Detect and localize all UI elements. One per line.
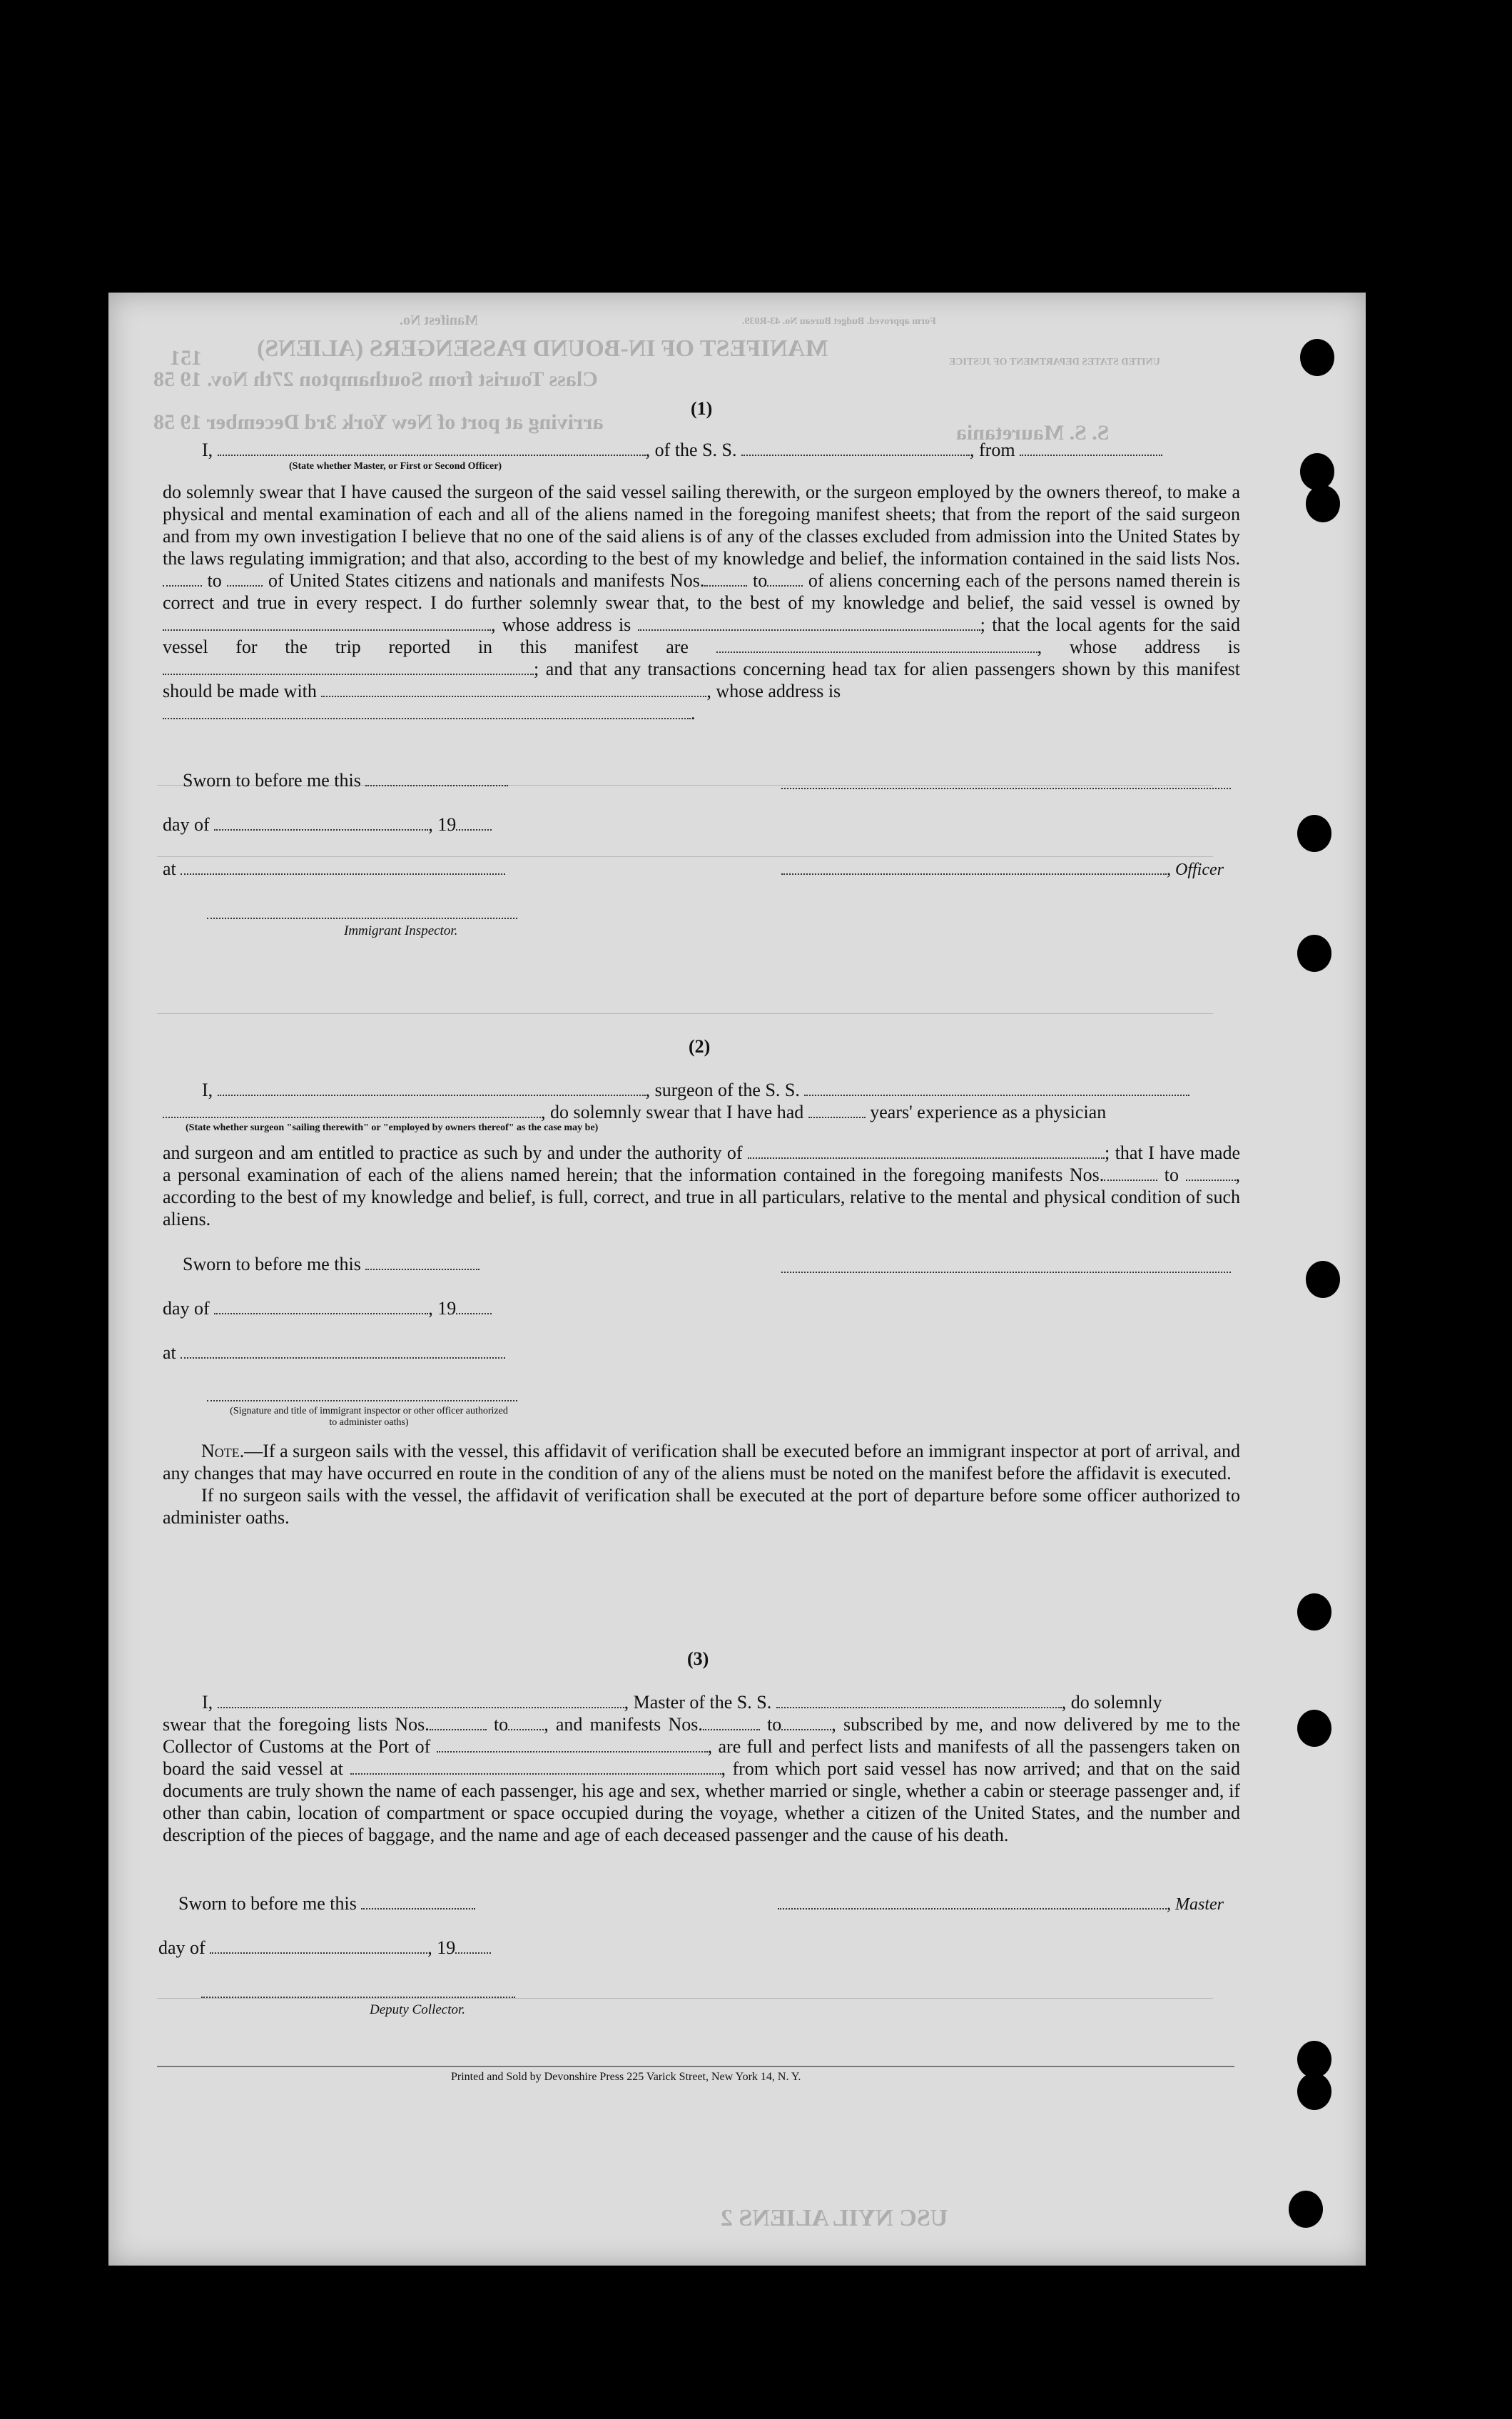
text: , according to the best of my knowledge and belief, is full, correct, and true in all particulars, relative to the mental and physical condition of such aliens. [163, 1165, 1240, 1229]
text: I, [202, 1080, 213, 1100]
manifests-from-field [1104, 1180, 1157, 1181]
master-label: , Master [1167, 1895, 1224, 1914]
punch-hole [1297, 2073, 1331, 2110]
text: at [163, 858, 176, 879]
surgeon-status-field [163, 1117, 541, 1118]
text: , do solemnly [1061, 1692, 1162, 1713]
text: manifests of all the passengers taken on board the said vessel at [163, 1736, 1241, 1779]
ghost-manifest-no: Manifest No. [400, 313, 478, 328]
punch-hole [1289, 2191, 1323, 2228]
text: and surgeon and am entitled to practice as such by and under the authority of [163, 1142, 743, 1163]
text: of United States citizens and nationals and manifests Nos. [268, 570, 705, 591]
inspector-signature-line [207, 918, 517, 919]
section-1-at [163, 858, 505, 880]
head-tax-address-field [163, 718, 691, 719]
text: Sworn to before me this [183, 770, 361, 791]
note-paragraph [163, 1440, 1240, 1528]
ghost-rule [157, 1998, 1213, 1999]
text: years' experience as a physician [870, 1102, 1107, 1122]
text: port said vessel has now arrived; and that on the said documents are truly shown the name of each passenger, his age and sex, whether married or single, whether a cabin or steerage passenger and, if other than cabin, location of compartment or space occupied during the voyage, whether a citizen of the United States, and the number and description of the pieces of baggage, and the name and age of each deceased passenger and the cause of his death. [163, 1758, 1241, 1845]
text: , do solemnly swear that I have had [541, 1102, 804, 1122]
sworn-date-field [361, 1908, 475, 1910]
sworn-date-field [365, 1269, 480, 1270]
text: I, [202, 440, 213, 460]
section-3-number: (3) [687, 1648, 709, 1669]
text: at [163, 1342, 176, 1363]
agents-address-field [163, 674, 534, 675]
text: to [493, 1714, 509, 1735]
text: that the local agents for the said vessel for the trip reported in this manifest are [163, 614, 1240, 657]
text: , from [970, 440, 1015, 460]
lists-to-field [227, 585, 263, 587]
inspector-label: Immigrant Inspector. [344, 923, 458, 938]
ghost-rule [157, 856, 1213, 857]
text: If no surgeon sails with the vessel, the affidavit of verification shall be executed at the port of departure before some officer authorized to administer oaths. [163, 1485, 1240, 1528]
at-field [181, 1357, 505, 1359]
year-field [456, 1313, 492, 1314]
text: , surgeon of the S. S. [645, 1080, 800, 1100]
text: , are full and perfect lists and [707, 1736, 932, 1757]
text: to [207, 570, 222, 591]
surgeon-ship-field [804, 1095, 1189, 1096]
section-2-paragraph: and surgeon and am entitled to practice as such by and under the authority of ; that I have made a personal examination of each of the aliens named herein; that the information contained in the foregoing manifests Nos. to , according to the best of my knowledge and belief, is full, correct, and true in all particulars, relative to the mental and physical condition of such aliens. [163, 1142, 1241, 1229]
manifests-to-field [1186, 1180, 1236, 1181]
text: I, [202, 1692, 213, 1713]
text: that I have made a personal examination of each of the aliens named herein; that the information contained in the foregoing manifests Nos. [163, 1142, 1241, 1185]
text: whose address is [1069, 637, 1240, 657]
ghost-rule [157, 1013, 1213, 1014]
lists-from-field [163, 585, 202, 587]
punch-hole [1300, 453, 1334, 490]
section-2-day [163, 1297, 492, 1319]
authority-field [748, 1157, 1105, 1159]
ghost-dept: UNITED STATES DEPARTMENT OF JUSTICE [949, 357, 1160, 367]
manifests-to-field [781, 1729, 831, 1730]
ship-name-field [776, 1707, 1062, 1708]
text: do solemnly swear that I have caused the surgeon of the said vessel sailing therewith, or the surgeon employed by the owners thereof, to make a physical and mental examination of each and all of the aliens named in the foregoing manifest sheets; that from the report of the said surgeon and from my own investigation I believe that no one of the said aliens is of any of the classes excluded from admission into the United States by the laws regulating immigration; and that also, according to the best of my knowledge and belief, the information contained in the said lists Nos. [163, 482, 1240, 569]
text: , whose address is [491, 614, 631, 635]
text: ; and that any transactions concerning head tax for alien passengers shown by this manifest should be made with [163, 659, 1240, 701]
text: , subscribed by me, and now [831, 1714, 1057, 1735]
section-1-line-1 [202, 439, 1162, 461]
manifests-from-field [704, 585, 747, 587]
section-3-sworn [178, 1892, 475, 1915]
punch-hole [1306, 1261, 1340, 1298]
section-2-line-2 [163, 1101, 1106, 1123]
section-1-paragraph: do solemnly swear that I have caused the surgeon of the said vessel sailing therewith, or the surgeon employed by the owners thereof, to make a physical and mental examination of each and all of the aliens named in the foregoing manifest sheets; that from the report of the said surgeon and from my own investigation I believe that no one of the said aliens is of any of the classes excluded from admission into the United States by the laws regulating immigration; and that also, according to the best of my knowledge and belief, the information contained in the said lists Nos. to of United States citizens and nationals and manifests Nos. to of aliens concerning each of the persons named therein is correct and true in every respect. I do further solemnly swear that, to the best of my knowledge and belief, the said vessel is owned by , whose address is ; that the local agents for the said vessel for the trip reported in this manifest are , whose address is ; and that any transactions concerning head tax for alien passengers shown by this manifest should be made with , whose address is . [163, 482, 1241, 724]
punch-hole [1300, 339, 1334, 376]
master-signature-field [778, 1908, 1167, 1910]
text: , whose address is [706, 681, 841, 701]
section-1-officer [781, 858, 1224, 881]
section-2-caption: (State whether surgeon "sailing therewith" or "employed by owners thereof" as the case may be) [186, 1122, 599, 1133]
ghost-arrival-line: arriving at port of New York 3rd December 19 58 [153, 410, 604, 434]
ghost-stamp: USC NYIL ALIENS 2 [721, 2205, 948, 2231]
years-field [808, 1117, 866, 1118]
punch-hole [1306, 485, 1340, 522]
punch-hole [1297, 1593, 1331, 1631]
text: delivered by me to the Collector of Customs at the Port of [163, 1714, 1241, 1757]
year-field [456, 829, 492, 831]
ghost-ship: S. S. Mauretania [956, 421, 1110, 445]
text: to [753, 570, 768, 591]
punch-hole [1297, 935, 1331, 972]
ship-name-field [741, 455, 970, 456]
master-name-field [218, 1707, 624, 1708]
year-field [455, 1952, 491, 1954]
inspector-signature-line [207, 1400, 517, 1401]
ghost-title: MANIFEST OF IN-BOUND PASSENGERS (ALIENS) [257, 335, 828, 362]
deputy-label: Deputy Collector. [370, 2002, 466, 2017]
deputy-signature-line [201, 1997, 515, 1998]
section-2-sworn [183, 1253, 480, 1275]
signature-caption: (Signature and title of immigrant inspector or other officer authorized to administer oaths) [230, 1406, 508, 1428]
surgeon-name-field [218, 1095, 646, 1096]
manifests-to-field [767, 585, 803, 587]
text: , and manifests Nos. [544, 1714, 703, 1735]
head-tax-field [321, 696, 706, 697]
manifests-from-field [703, 1729, 760, 1730]
section-3-day [158, 1937, 491, 1959]
section-3-master [778, 1892, 1224, 1916]
text: day of [163, 814, 210, 835]
owner-address-field [638, 629, 980, 631]
note-label: Note. [201, 1441, 245, 1461]
text: , Master of the S. S. [624, 1692, 772, 1713]
section-1-number: (1) [691, 398, 713, 419]
text: of aliens concerning each of the persons named therein is correct and true in every respect. I do further solemnly swear that, to the best of my knowledge and belief, the said vessel is owned by [163, 570, 1241, 613]
ghost-page-number: 151 [170, 346, 202, 370]
text: to [1164, 1165, 1179, 1185]
officer-signature-line-top [781, 788, 1231, 789]
owner-field [163, 629, 491, 631]
section-2-at [163, 1342, 505, 1364]
from-port-field [1020, 455, 1162, 456]
text: swear that the foregoing lists Nos. [163, 1714, 430, 1735]
master-field [218, 455, 646, 456]
agents-field [716, 651, 1037, 653]
punch-hole [1297, 1710, 1331, 1747]
footer-rule [157, 2066, 1234, 2067]
section-3-line-1 [202, 1691, 1162, 1713]
ghost-class-line: Class Tourist from Southampton 27th Nov. 19 58 [153, 367, 598, 391]
text: —If a surgeon sails with the vessel, this affidavit of verification shall be executed before an immigrant inspector at port of arrival, and any changes that may have occurred en route in the condition of any of the aliens must be noted on the manifest before the affidavit is executed. [163, 1441, 1240, 1484]
text: to [767, 1714, 782, 1735]
day-field [214, 1313, 428, 1314]
embark-port-field [350, 1773, 721, 1775]
officer-label: , Officer [1167, 861, 1224, 879]
section-1-caption: (State whether Master, or First or Second Officer) [289, 461, 502, 472]
day-field [214, 829, 428, 831]
at-field [181, 873, 505, 875]
text: , 19 [428, 1298, 457, 1319]
text: , 19 [428, 814, 457, 835]
ghost-form-label: Form approved. Budget Bureau No. 43-R039. [742, 316, 936, 327]
lists-from-field [430, 1729, 487, 1730]
text: day of [163, 1298, 210, 1319]
day-field [210, 1952, 427, 1954]
text: day of [158, 1937, 206, 1958]
section-3-paragraph [163, 1713, 1240, 1846]
text: , 19 [427, 1937, 456, 1958]
punch-hole [1297, 815, 1331, 852]
section-1-day [163, 813, 492, 836]
surgeon-signature-line [781, 1272, 1231, 1273]
sworn-date-field [365, 785, 508, 786]
section-2-line-1 [202, 1079, 1189, 1101]
port-field [437, 1751, 708, 1753]
lists-to-field [508, 1729, 544, 1730]
section-1-sworn [183, 769, 508, 791]
text: Sworn to before me this [178, 1893, 357, 1914]
printer-footer: Printed and Sold by Devonshire Press 225 Varick Street, New York 14, N. Y. [451, 2071, 801, 2083]
text: , from which [721, 1758, 821, 1779]
officer-signature-field [781, 873, 1167, 875]
section-2-number: (2) [689, 1036, 711, 1057]
text: , of the S. S. [645, 440, 737, 460]
text: Sworn to before me this [183, 1254, 361, 1274]
